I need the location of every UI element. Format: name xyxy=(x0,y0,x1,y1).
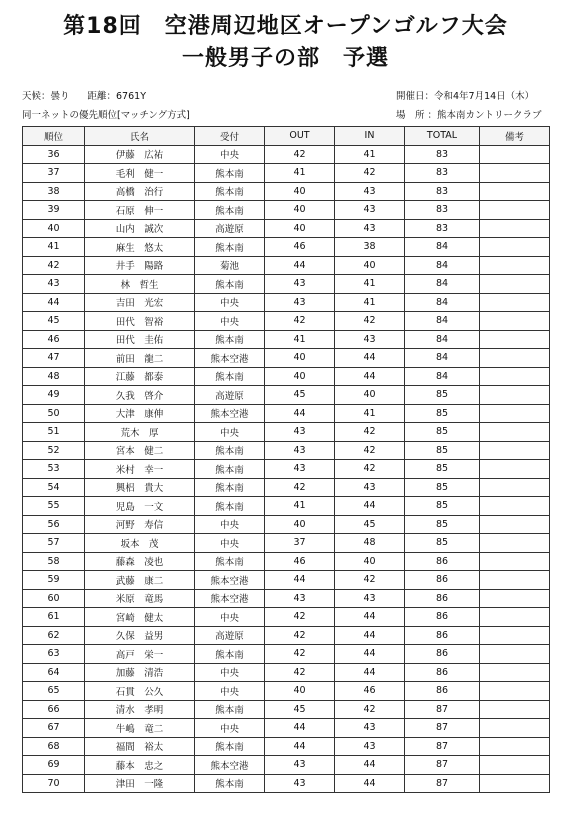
cell-club: 中央 xyxy=(195,293,265,312)
cell-note xyxy=(480,497,550,516)
cell-club: 熊本南 xyxy=(195,737,265,756)
cell-note xyxy=(480,238,550,257)
table-row xyxy=(23,386,550,405)
cell-total: 86 xyxy=(405,608,480,627)
cell-name: 麻生 悠太 xyxy=(85,238,195,257)
cell-name: 高橋 治行 xyxy=(85,182,195,201)
cell-note xyxy=(480,645,550,664)
cell-total: 87 xyxy=(405,774,480,793)
cell-rank: 39 xyxy=(23,201,85,220)
cell-out: 45 xyxy=(265,700,335,719)
cell-rank: 61 xyxy=(23,608,85,627)
cell-name: 児島 一文 xyxy=(85,497,195,516)
table-row xyxy=(23,423,550,442)
table-row xyxy=(23,719,550,738)
cell-out: 42 xyxy=(265,608,335,627)
cell-club: 中央 xyxy=(195,515,265,534)
cell-name: 石原 伸一 xyxy=(85,201,195,220)
cell-note xyxy=(480,312,550,331)
cell-club: 熊本南 xyxy=(195,441,265,460)
cell-rank: 63 xyxy=(23,645,85,664)
cell-note xyxy=(480,441,550,460)
cell-note xyxy=(480,608,550,627)
cell-name: 大津 康伸 xyxy=(85,404,195,423)
cell-name: 石貫 公久 xyxy=(85,682,195,701)
table-row xyxy=(23,145,550,164)
cell-out: 43 xyxy=(265,441,335,460)
cell-rank: 48 xyxy=(23,367,85,386)
cell-rank: 69 xyxy=(23,756,85,775)
cell-note xyxy=(480,515,550,534)
weather-text: 天候：曇り xyxy=(22,91,70,102)
cell-out: 42 xyxy=(265,312,335,331)
cell-total: 85 xyxy=(405,386,480,405)
cell-out: 43 xyxy=(265,460,335,479)
cell-name: 前田 龍二 xyxy=(85,349,195,368)
cell-out: 42 xyxy=(265,645,335,664)
col-header-note: 備考 xyxy=(480,127,550,146)
table-row xyxy=(23,182,550,201)
table-row xyxy=(23,275,550,294)
cell-total: 85 xyxy=(405,404,480,423)
cell-rank: 55 xyxy=(23,497,85,516)
cell-out: 40 xyxy=(265,219,335,238)
cell-total: 83 xyxy=(405,219,480,238)
cell-name: 荒木 厚 xyxy=(85,423,195,442)
cell-club: 熊本空港 xyxy=(195,571,265,590)
cell-in: 43 xyxy=(335,478,405,497)
table-row xyxy=(23,201,550,220)
cell-in: 40 xyxy=(335,552,405,571)
cell-note xyxy=(480,256,550,275)
cell-in: 43 xyxy=(335,330,405,349)
table-row xyxy=(23,404,550,423)
cell-out: 37 xyxy=(265,534,335,553)
cell-note xyxy=(480,700,550,719)
cell-rank: 44 xyxy=(23,293,85,312)
cell-note xyxy=(480,571,550,590)
cell-club: 熊本南 xyxy=(195,478,265,497)
cell-in: 44 xyxy=(335,349,405,368)
cell-out: 44 xyxy=(265,256,335,275)
cell-note xyxy=(480,682,550,701)
cell-rank: 47 xyxy=(23,349,85,368)
table-row xyxy=(23,700,550,719)
table-row xyxy=(23,534,550,553)
cell-in: 43 xyxy=(335,182,405,201)
table-row xyxy=(23,367,550,386)
cell-total: 85 xyxy=(405,534,480,553)
cell-club: 熊本南 xyxy=(195,275,265,294)
cell-rank: 56 xyxy=(23,515,85,534)
table-row xyxy=(23,645,550,664)
cell-club: 中央 xyxy=(195,423,265,442)
cell-in: 42 xyxy=(335,700,405,719)
cell-total: 84 xyxy=(405,238,480,257)
cell-out: 44 xyxy=(265,719,335,738)
cell-name: 林 哲生 xyxy=(85,275,195,294)
cell-rank: 53 xyxy=(23,460,85,479)
table-row xyxy=(23,774,550,793)
cell-total: 84 xyxy=(405,330,480,349)
cell-club: 熊本空港 xyxy=(195,756,265,775)
event-venue: 場 所 ：熊本南カントリークラブ xyxy=(396,110,542,121)
cell-rank: 36 xyxy=(23,145,85,164)
cell-rank: 43 xyxy=(23,275,85,294)
cell-total: 87 xyxy=(405,737,480,756)
cell-out: 41 xyxy=(265,164,335,183)
cell-in: 44 xyxy=(335,626,405,645)
cell-club: 高遊原 xyxy=(195,626,265,645)
weather-distance-line xyxy=(22,90,146,104)
cell-in: 42 xyxy=(335,441,405,460)
table-row xyxy=(23,608,550,627)
cell-name: 清水 孝明 xyxy=(85,700,195,719)
cell-in: 44 xyxy=(335,663,405,682)
cell-name: 藤森 凌也 xyxy=(85,552,195,571)
table-row xyxy=(23,293,550,312)
table-row xyxy=(23,312,550,331)
table-row xyxy=(23,497,550,516)
cell-name: 伊藤 広祐 xyxy=(85,145,195,164)
cell-total: 83 xyxy=(405,201,480,220)
table-row xyxy=(23,478,550,497)
cell-club: 熊本南 xyxy=(195,552,265,571)
col-header-club: 受付 xyxy=(195,127,265,146)
cell-total: 85 xyxy=(405,515,480,534)
cell-club: 熊本南 xyxy=(195,182,265,201)
cell-in: 41 xyxy=(335,404,405,423)
cell-rank: 40 xyxy=(23,219,85,238)
cell-total: 84 xyxy=(405,349,480,368)
cell-club: 熊本南 xyxy=(195,645,265,664)
cell-out: 40 xyxy=(265,367,335,386)
cell-club: 熊本南 xyxy=(195,330,265,349)
cell-club: 熊本南 xyxy=(195,201,265,220)
table-row xyxy=(23,626,550,645)
cell-out: 41 xyxy=(265,330,335,349)
cell-rank: 68 xyxy=(23,737,85,756)
cell-in: 40 xyxy=(335,386,405,405)
table-row xyxy=(23,552,550,571)
cell-club: 中央 xyxy=(195,534,265,553)
col-header-name: 氏名 xyxy=(85,127,195,146)
cell-club: 中央 xyxy=(195,719,265,738)
cell-name: 久我 啓介 xyxy=(85,386,195,405)
table-row xyxy=(23,330,550,349)
table-row xyxy=(23,571,550,590)
cell-out: 41 xyxy=(265,497,335,516)
cell-total: 83 xyxy=(405,182,480,201)
cell-total: 86 xyxy=(405,552,480,571)
cell-name: 米原 竜馬 xyxy=(85,589,195,608)
cell-in: 46 xyxy=(335,682,405,701)
cell-rank: 50 xyxy=(23,404,85,423)
cell-in: 48 xyxy=(335,534,405,553)
cell-rank: 52 xyxy=(23,441,85,460)
cell-out: 42 xyxy=(265,478,335,497)
table-row xyxy=(23,589,550,608)
cell-rank: 70 xyxy=(23,774,85,793)
table-row xyxy=(23,515,550,534)
cell-out: 40 xyxy=(265,201,335,220)
cell-total: 85 xyxy=(405,460,480,479)
cell-total: 87 xyxy=(405,700,480,719)
cell-rank: 45 xyxy=(23,312,85,331)
col-header-out: OUT xyxy=(265,127,335,146)
cell-name: 吉田 光宏 xyxy=(85,293,195,312)
cell-club: 熊本空港 xyxy=(195,589,265,608)
cell-in: 42 xyxy=(335,423,405,442)
cell-in: 42 xyxy=(335,312,405,331)
cell-total: 86 xyxy=(405,571,480,590)
cell-in: 42 xyxy=(335,571,405,590)
cell-in: 43 xyxy=(335,219,405,238)
cell-rank: 57 xyxy=(23,534,85,553)
table-row xyxy=(23,460,550,479)
cell-rank: 37 xyxy=(23,164,85,183)
cell-out: 44 xyxy=(265,404,335,423)
cell-rank: 58 xyxy=(23,552,85,571)
cell-total: 86 xyxy=(405,589,480,608)
cell-in: 44 xyxy=(335,756,405,775)
cell-rank: 41 xyxy=(23,238,85,257)
cell-note xyxy=(480,478,550,497)
cell-out: 43 xyxy=(265,423,335,442)
cell-note xyxy=(480,663,550,682)
cell-rank: 65 xyxy=(23,682,85,701)
cell-name: 田代 圭佑 xyxy=(85,330,195,349)
cell-club: 中央 xyxy=(195,608,265,627)
cell-in: 43 xyxy=(335,737,405,756)
cell-rank: 60 xyxy=(23,589,85,608)
cell-note xyxy=(480,626,550,645)
cell-total: 85 xyxy=(405,478,480,497)
cell-total: 84 xyxy=(405,275,480,294)
cell-out: 40 xyxy=(265,349,335,368)
table-header-row xyxy=(23,127,550,146)
table-row xyxy=(23,219,550,238)
cell-club: 熊本南 xyxy=(195,164,265,183)
cell-note xyxy=(480,164,550,183)
col-header-rank: 順位 xyxy=(23,127,85,146)
cell-club: 中央 xyxy=(195,663,265,682)
cell-in: 40 xyxy=(335,256,405,275)
cell-rank: 51 xyxy=(23,423,85,442)
cell-club: 菊池 xyxy=(195,256,265,275)
cell-out: 43 xyxy=(265,293,335,312)
cell-note xyxy=(480,423,550,442)
cell-in: 41 xyxy=(335,293,405,312)
cell-note xyxy=(480,460,550,479)
cell-note xyxy=(480,293,550,312)
cell-club: 高遊原 xyxy=(195,219,265,238)
cell-in: 43 xyxy=(335,589,405,608)
cell-in: 42 xyxy=(335,164,405,183)
cell-out: 43 xyxy=(265,756,335,775)
table-row xyxy=(23,682,550,701)
cell-in: 43 xyxy=(335,719,405,738)
cell-out: 42 xyxy=(265,145,335,164)
cell-total: 85 xyxy=(405,441,480,460)
cell-name: 坂本 茂 xyxy=(85,534,195,553)
cell-club: 中央 xyxy=(195,312,265,331)
cell-note xyxy=(480,201,550,220)
cell-out: 45 xyxy=(265,386,335,405)
cell-out: 40 xyxy=(265,515,335,534)
cell-name: 井手 陽路 xyxy=(85,256,195,275)
cell-total: 83 xyxy=(405,164,480,183)
cell-in: 38 xyxy=(335,238,405,257)
cell-in: 44 xyxy=(335,497,405,516)
table-row xyxy=(23,756,550,775)
cell-name: 藤本 忠之 xyxy=(85,756,195,775)
cell-name: 武藤 康二 xyxy=(85,571,195,590)
cell-out: 43 xyxy=(265,589,335,608)
cell-club: 熊本南 xyxy=(195,367,265,386)
cell-rank: 62 xyxy=(23,626,85,645)
cell-note xyxy=(480,367,550,386)
cell-note xyxy=(480,589,550,608)
cell-rank: 42 xyxy=(23,256,85,275)
cell-total: 83 xyxy=(405,145,480,164)
tiebreak-note: 同一ネットの優先順位[マッチング方式] xyxy=(22,110,190,121)
cell-out: 40 xyxy=(265,182,335,201)
table-row xyxy=(23,164,550,183)
cell-rank: 38 xyxy=(23,182,85,201)
col-header-total: TOTAL xyxy=(405,127,480,146)
cell-note xyxy=(480,552,550,571)
cell-in: 41 xyxy=(335,275,405,294)
cell-name: 高戸 栄一 xyxy=(85,645,195,664)
page-title: 第18回 空港周辺地区オープンゴルフ大会 xyxy=(63,14,508,39)
cell-note xyxy=(480,719,550,738)
cell-rank: 49 xyxy=(23,386,85,405)
cell-note xyxy=(480,349,550,368)
table-row xyxy=(23,256,550,275)
table-row xyxy=(23,737,550,756)
cell-name: 江藤 都泰 xyxy=(85,367,195,386)
cell-out: 42 xyxy=(265,663,335,682)
cell-in: 44 xyxy=(335,645,405,664)
cell-name: 宮崎 健太 xyxy=(85,608,195,627)
results-table xyxy=(22,126,550,793)
cell-out: 46 xyxy=(265,552,335,571)
cell-club: 中央 xyxy=(195,145,265,164)
cell-out: 43 xyxy=(265,275,335,294)
cell-note xyxy=(480,774,550,793)
cell-name: 久保 益男 xyxy=(85,626,195,645)
cell-note xyxy=(480,737,550,756)
cell-name: 毛利 健一 xyxy=(85,164,195,183)
cell-rank: 59 xyxy=(23,571,85,590)
cell-club: 熊本空港 xyxy=(195,349,265,368)
page-subtitle: 一般男子の部 予選 xyxy=(181,46,389,71)
cell-total: 86 xyxy=(405,682,480,701)
cell-in: 44 xyxy=(335,367,405,386)
cell-note xyxy=(480,275,550,294)
cell-note xyxy=(480,534,550,553)
cell-name: 宮本 健二 xyxy=(85,441,195,460)
cell-name: 田代 智裕 xyxy=(85,312,195,331)
distance-text: 距離：6761Y xyxy=(87,91,146,102)
cell-out: 43 xyxy=(265,774,335,793)
cell-total: 84 xyxy=(405,256,480,275)
cell-name: 河野 寿信 xyxy=(85,515,195,534)
cell-club: 熊本南 xyxy=(195,460,265,479)
cell-note xyxy=(480,756,550,775)
cell-name: 加藤 清浩 xyxy=(85,663,195,682)
cell-total: 85 xyxy=(405,497,480,516)
cell-note xyxy=(480,404,550,423)
cell-rank: 64 xyxy=(23,663,85,682)
cell-in: 41 xyxy=(335,145,405,164)
cell-in: 43 xyxy=(335,201,405,220)
cell-name: 津田 一隆 xyxy=(85,774,195,793)
cell-club: 熊本南 xyxy=(195,497,265,516)
cell-note xyxy=(480,386,550,405)
cell-note xyxy=(480,145,550,164)
cell-rank: 66 xyxy=(23,700,85,719)
cell-club: 高遊原 xyxy=(195,386,265,405)
cell-out: 44 xyxy=(265,571,335,590)
cell-in: 44 xyxy=(335,774,405,793)
cell-rank: 67 xyxy=(23,719,85,738)
cell-name: 米村 幸一 xyxy=(85,460,195,479)
event-date: 開催日：令和4年7月14日（木） xyxy=(396,91,535,102)
cell-in: 44 xyxy=(335,608,405,627)
cell-name: 興梠 貴大 xyxy=(85,478,195,497)
cell-note xyxy=(480,182,550,201)
cell-note xyxy=(480,330,550,349)
cell-club: 中央 xyxy=(195,682,265,701)
cell-total: 86 xyxy=(405,663,480,682)
cell-total: 86 xyxy=(405,626,480,645)
cell-in: 42 xyxy=(335,460,405,479)
cell-out: 42 xyxy=(265,626,335,645)
cell-rank: 54 xyxy=(23,478,85,497)
cell-out: 44 xyxy=(265,737,335,756)
table-row xyxy=(23,663,550,682)
cell-out: 46 xyxy=(265,238,335,257)
cell-name: 山内 誠次 xyxy=(85,219,195,238)
cell-note xyxy=(480,219,550,238)
cell-club: 熊本南 xyxy=(195,774,265,793)
cell-total: 84 xyxy=(405,367,480,386)
cell-name: 福間 裕太 xyxy=(85,737,195,756)
cell-club: 熊本南 xyxy=(195,700,265,719)
cell-club: 熊本空港 xyxy=(195,404,265,423)
cell-total: 84 xyxy=(405,293,480,312)
cell-total: 84 xyxy=(405,312,480,331)
cell-in: 45 xyxy=(335,515,405,534)
cell-total: 85 xyxy=(405,423,480,442)
cell-out: 40 xyxy=(265,682,335,701)
cell-rank: 46 xyxy=(23,330,85,349)
table-row xyxy=(23,238,550,257)
cell-total: 86 xyxy=(405,645,480,664)
col-header-in: IN xyxy=(335,127,405,146)
cell-club: 熊本南 xyxy=(195,238,265,257)
cell-name: 牛嶋 竜二 xyxy=(85,719,195,738)
table-row xyxy=(23,441,550,460)
table-row xyxy=(23,349,550,368)
cell-total: 87 xyxy=(405,756,480,775)
cell-total: 87 xyxy=(405,719,480,738)
